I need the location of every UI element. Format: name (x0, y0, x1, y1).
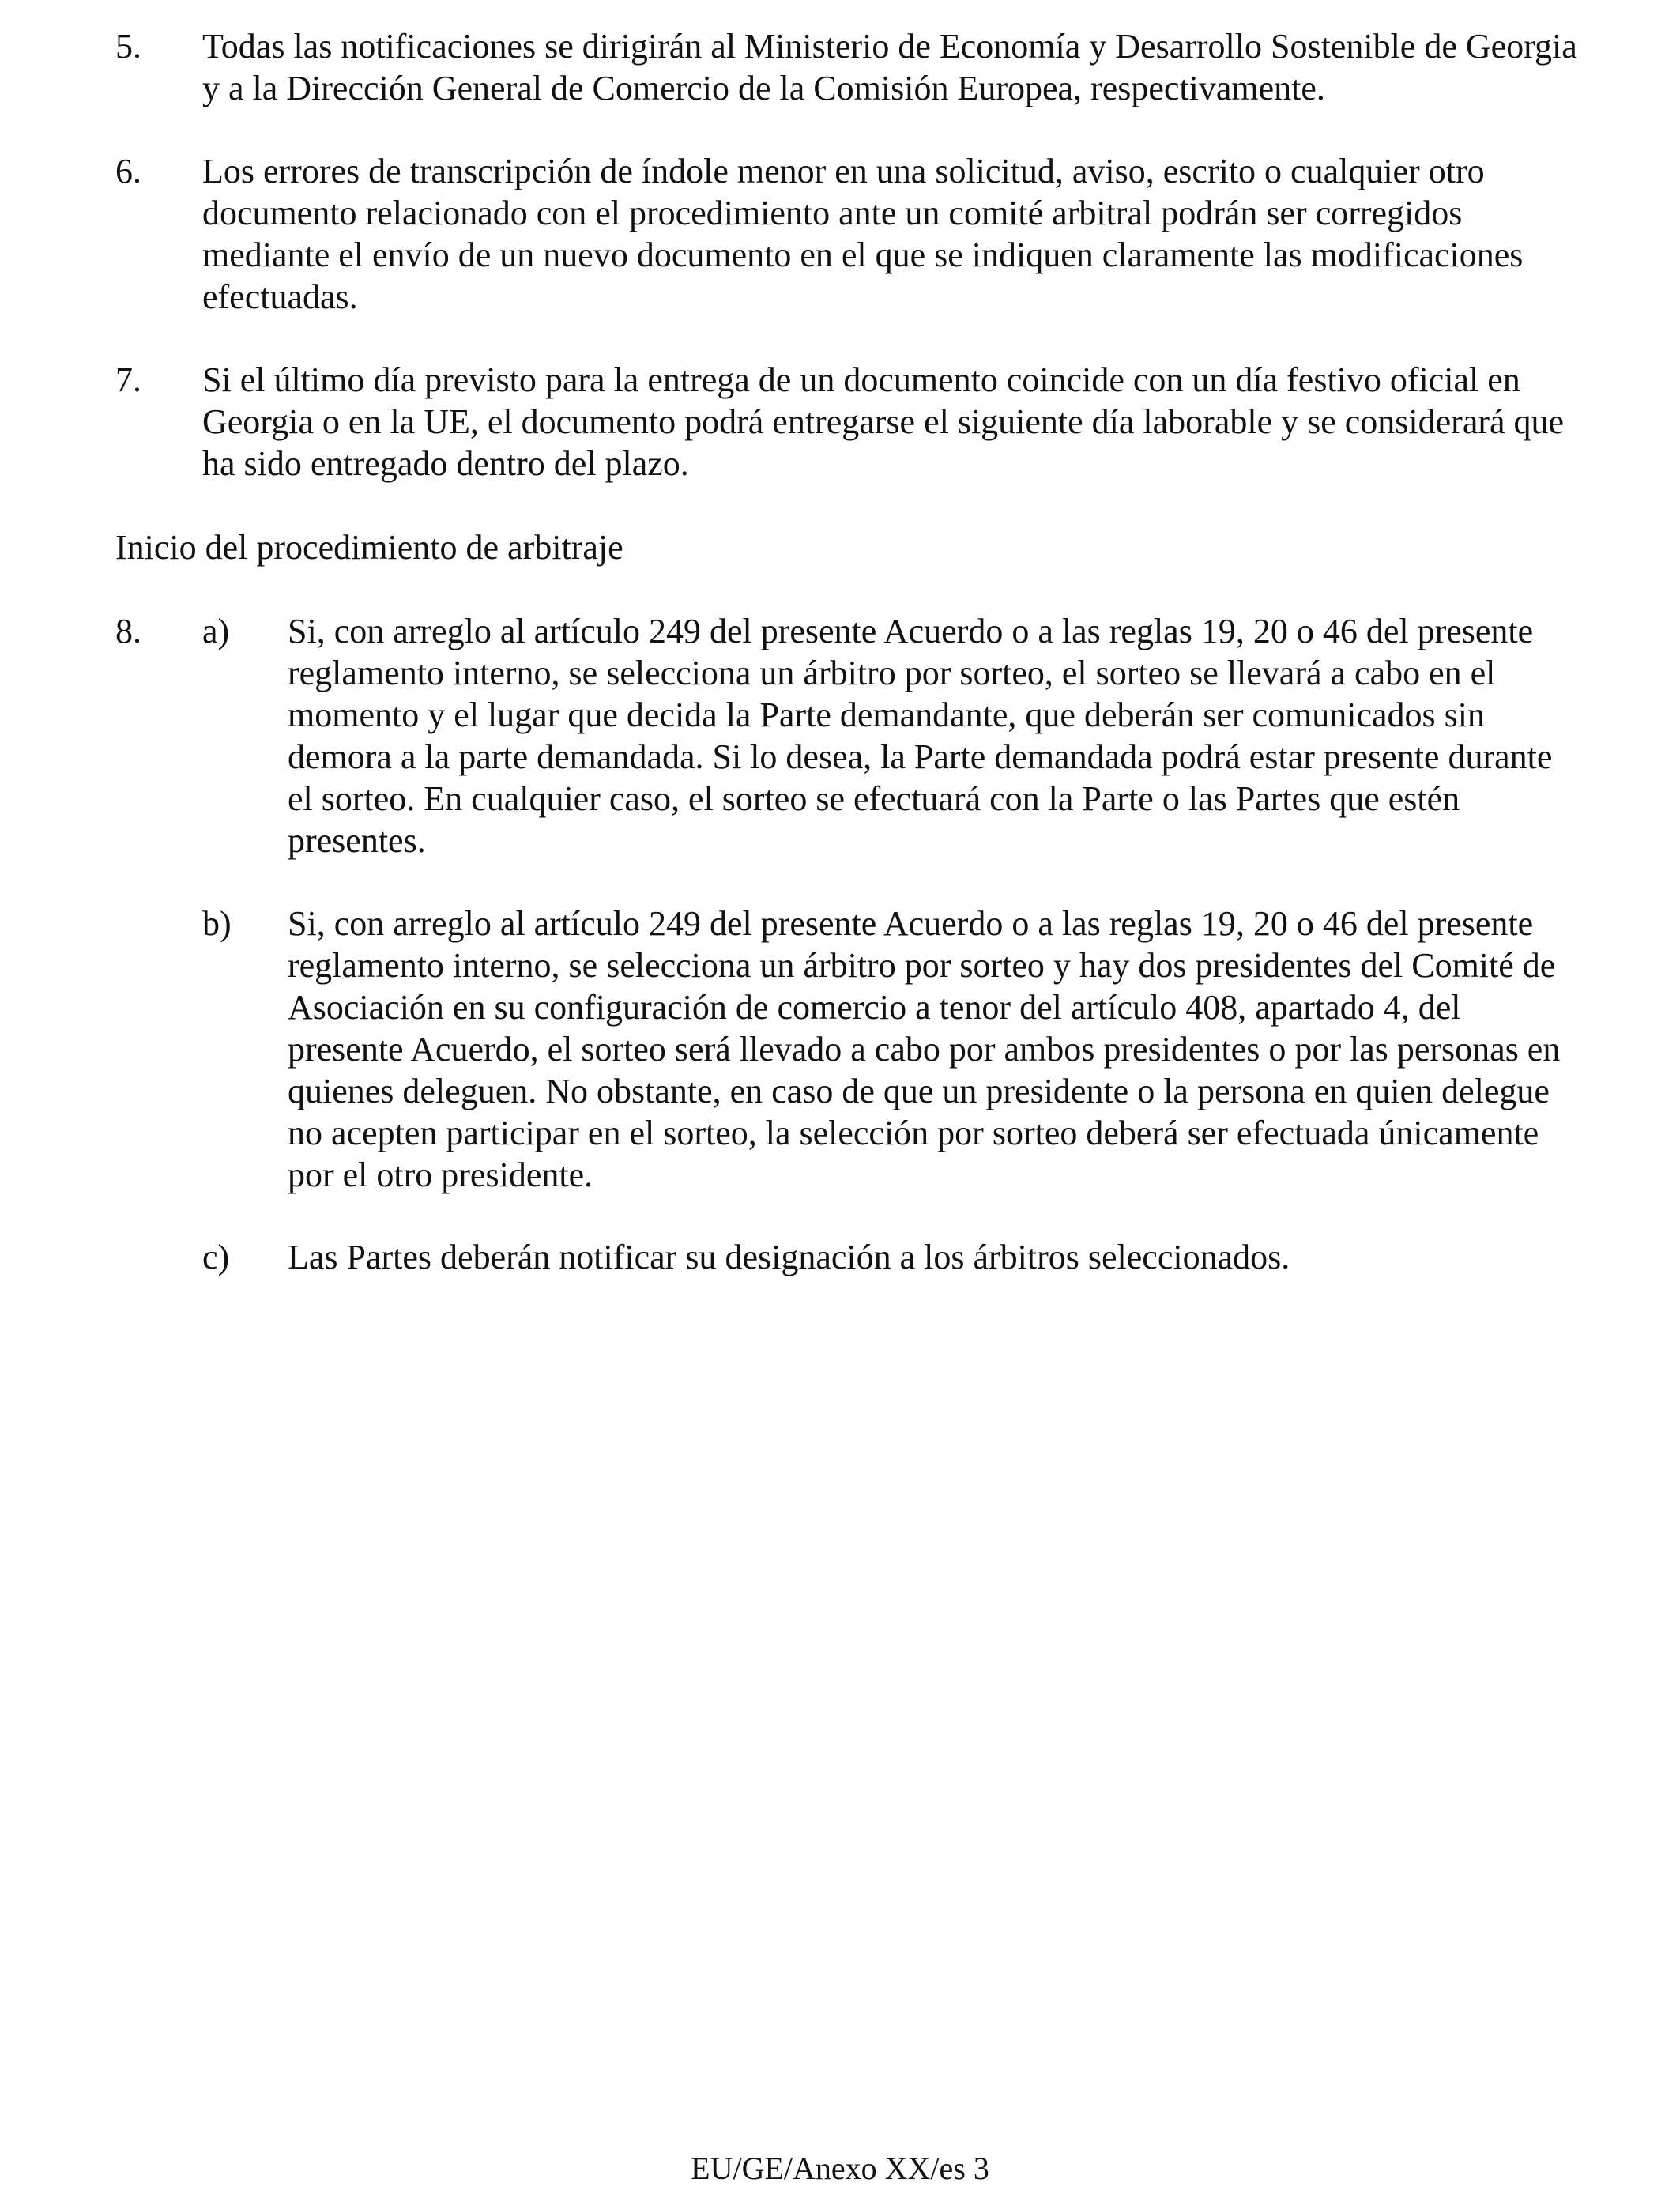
subitem-text: Si, con arreglo al artículo 249 del presente Acuerdo o a las reglas 19, 20 o 46 del presente reglamento interno, se selecciona un árbitro por sorteo y hay dos presidentes del Comité de Asociación en su configuración de comercio a tenor del artículo 408, apartado 4, del presente Acuerdo, el sorteo será llevado a cabo por ambos presidentes o por las personas en quienes deleguen. No obstante, en caso de que un presidente o la persona en quien delegue no acepten participar en el sorteo, la selección por sorteo deberá ser efectuada únicamente por el otro presidente. (288, 904, 1561, 1194)
subitem-text: Las Partes deberán notificar su designación a los árbitros seleccionados. (288, 1238, 1290, 1276)
subitem-letter: b) (202, 904, 232, 943)
section-heading: Inicio del procedimiento de arbitraje (115, 528, 623, 567)
item-number: 8. (115, 612, 141, 650)
item-text: Si el último día previsto para la entrega de un documento coincide con un día festivo oficial en Georgia o en la UE, el documento podrá entregarse el siguiente día laborable y se considerará que ha sido entregado dentro del plazo. (202, 360, 1565, 483)
subitem-letter: c) (202, 1238, 230, 1276)
item-number: 6. (115, 152, 141, 190)
page-footer: EU/GE/Anexo XX/es 3 (691, 2151, 989, 2186)
item-number: 7. (115, 360, 141, 399)
subitem-text: Si, con arreglo al artículo 249 del presente Acuerdo o a las reglas 19, 20 o 46 del presente reglamento interno, se selecciona un árbitro por sorteo, el sorteo se llevará a cabo en el momento y el lugar que decida la Parte demandante, que deberán ser comunicados sin demora a la parte demandada. Si lo desea, la Parte demandada podrá estar presente durante el sorteo. En cualquier caso, el sorteo se efectuará con la Parte o las Partes que estén presentes. (288, 612, 1553, 860)
item-number: 5. (115, 27, 141, 66)
subitem-letter: a) (202, 612, 230, 650)
item-text: Los errores de transcripción de índole menor en una solicitud, aviso, escrito o cualquier otro documento relacionado con el procedimiento ante un comité arbitral podrán ser corregidos mediante el envío de un nuevo documento en el que se indiquen claramente las modificaciones efectuadas. (202, 152, 1524, 316)
item-text: Todas las notificaciones se dirigirán al Ministerio de Economía y Desarrollo Sostenible de Georgia y a la Dirección General de Comercio de la Comisión Europea, respectivamente. (202, 27, 1577, 107)
